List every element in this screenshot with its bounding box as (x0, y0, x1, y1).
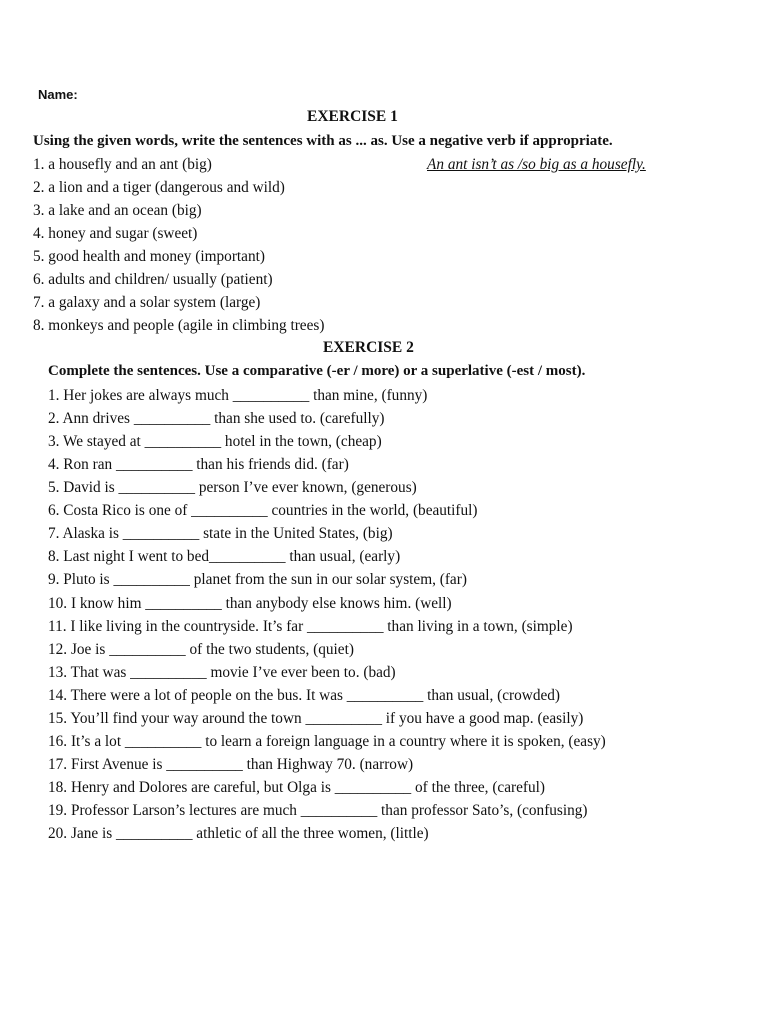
exercise-2-item: 14. There were a lot of people on the bus. It was __________ than usual, (crowded) (48, 687, 561, 704)
exercise-1-instruction: Using the given words, write the sentences with as ... as. Use a negative verb if appropriate. (33, 133, 613, 149)
exercise-2-item: 5. David is __________ person I’ve ever known, (generous) (48, 479, 417, 496)
exercise-1-item: 4. honey and sugar (sweet) (33, 225, 198, 242)
exercise-2-item: 12. Joe is __________ of the two students, (quiet) (48, 641, 354, 658)
exercise-1-item: 1. a housefly and an ant (big) (33, 156, 212, 173)
exercise-2-item: 10. I know him __________ than anybody else knows him. (well) (48, 595, 452, 612)
exercise-2-item: 11. I like living in the countryside. It’s far __________ than living in a town, (simple) (48, 618, 573, 635)
exercise-2-item: 4. Ron ran __________ than his friends did. (far) (48, 456, 349, 473)
exercise-2-item: 17. First Avenue is __________ than Highway 70. (narrow) (48, 756, 414, 773)
exercise-1-item: 2. a lion and a tiger (dangerous and wild) (33, 179, 285, 196)
exercise-2-item: 8. Last night I went to bed__________ than usual, (early) (48, 548, 401, 565)
exercise-2-item: 3. We stayed at __________ hotel in the town, (cheap) (48, 433, 382, 450)
exercise-1-item: 3. a lake and an ocean (big) (33, 202, 202, 219)
exercise-1-item: 6. adults and children/ usually (patient) (33, 271, 273, 288)
exercise-1-item: 5. good health and money (important) (33, 248, 265, 265)
exercise-1-item: 8. monkeys and people (agile in climbing trees) (33, 317, 325, 334)
exercise-2-item: 18. Henry and Dolores are careful, but Olga is __________ of the three, (careful) (48, 779, 545, 796)
exercise-2-instruction: Complete the sentences. Use a comparative (-er / more) or a superlative (-est / most). (48, 363, 586, 379)
exercise-2-item: 7. Alaska is __________ state in the United States, (big) (48, 525, 393, 542)
exercise-2-item: 16. It’s a lot __________ to learn a foreign language in a country where it is spoken, (easy) (48, 733, 606, 750)
name-label: Name: (38, 87, 78, 102)
exercise-2-item: 1. Her jokes are always much __________ than mine, (funny) (48, 387, 428, 404)
exercise-1-item: 7. a galaxy and a solar system (large) (33, 294, 261, 311)
exercise-2-item: 2. Ann drives __________ than she used to. (carefully) (48, 410, 385, 427)
exercise-2-item: 19. Professor Larson’s lectures are much __________ than professor Sato’s, (confusing) (48, 802, 588, 819)
example-answer: An ant isn’t as /so big as a housefly. (427, 156, 646, 173)
exercise-1-title: EXERCISE 1 (307, 108, 398, 125)
exercise-2-item: 20. Jane is __________ athletic of all the three women, (little) (48, 825, 429, 842)
exercise-2-item: 13. That was __________ movie I’ve ever been to. (bad) (48, 664, 396, 681)
exercise-2-item: 9. Pluto is __________ planet from the sun in our solar system, (far) (48, 571, 467, 588)
exercise-2-item: 15. You’ll find your way around the town __________ if you have a good map. (easily) (48, 710, 584, 727)
exercise-2-title: EXERCISE 2 (323, 339, 414, 356)
exercise-2-item: 6. Costa Rico is one of __________ countries in the world, (beautiful) (48, 502, 478, 519)
